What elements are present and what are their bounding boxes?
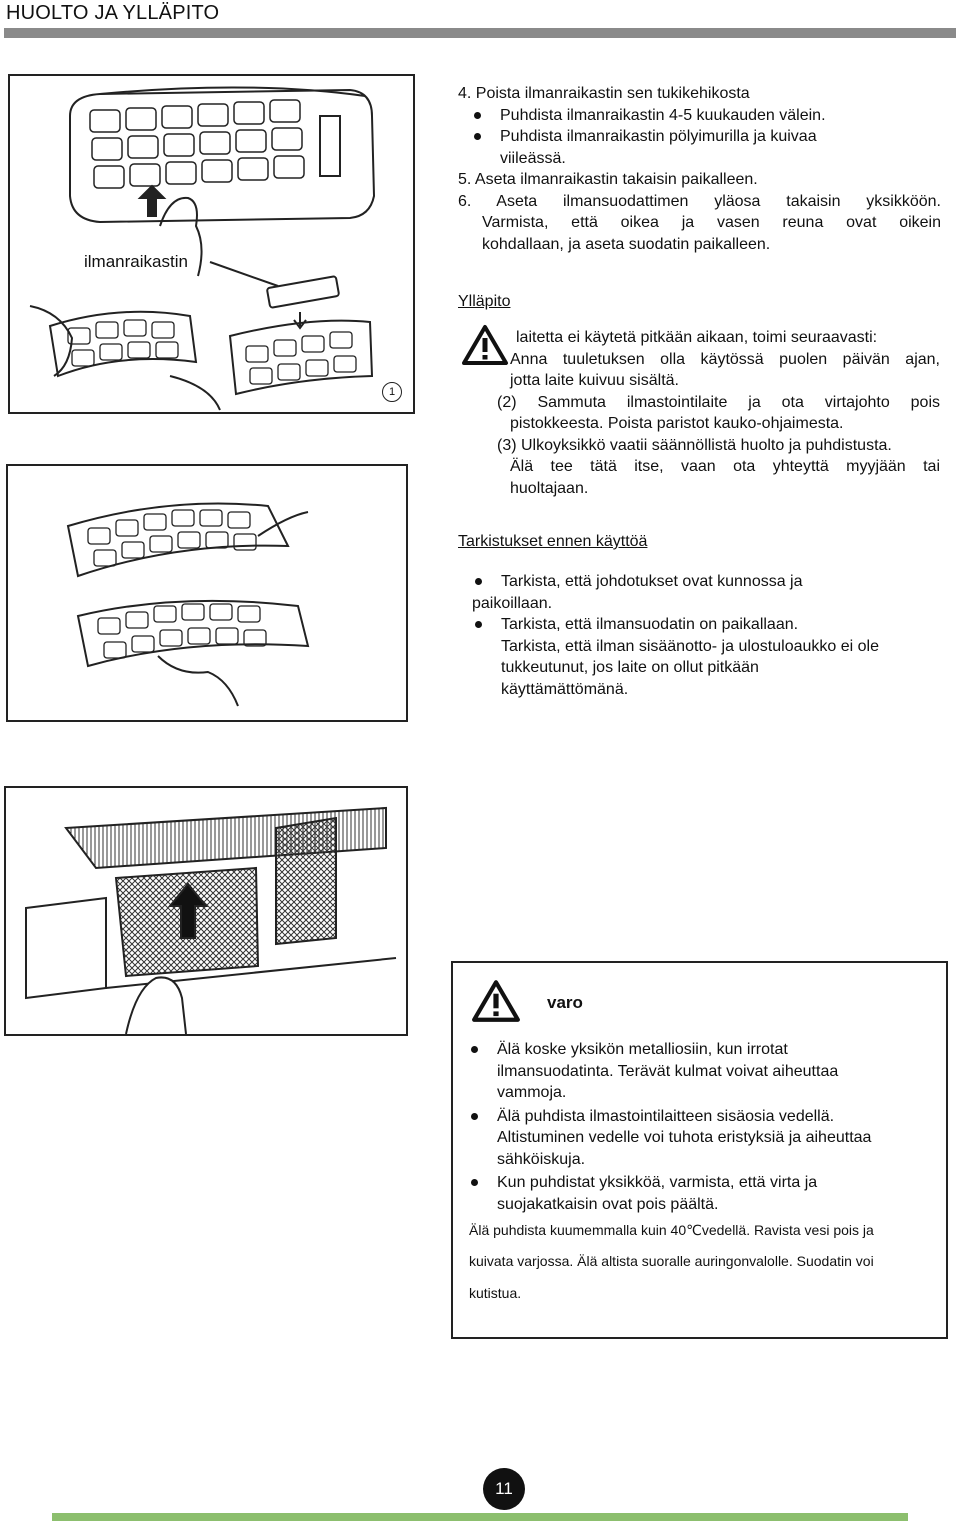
maintenance-line-8: huoltajaan. bbox=[510, 479, 589, 497]
figure-label: ilmanraikastin bbox=[84, 252, 188, 271]
header-divider bbox=[4, 28, 956, 38]
bullet bbox=[475, 621, 482, 628]
maintenance-line-4: (2) Sammuta ilmastointilaite ja ota virtajohto pois bbox=[497, 393, 940, 411]
step-6-cont-1: Varmista, että oikea ja vasen reuna ovat oikein bbox=[482, 214, 941, 231]
steps-section bbox=[458, 83, 941, 255]
bullet bbox=[471, 1046, 478, 1053]
step-5: 5. Aseta ilmanraikastin takaisin paikalleen. bbox=[458, 171, 758, 188]
maintenance-line-2: Anna tuuletuksen olla käytössä puolen päivän ajan, bbox=[510, 350, 940, 368]
check-1: Tarkista, että johdotukset ovat kunnossa ja bbox=[501, 573, 803, 590]
maintenance-text bbox=[497, 327, 940, 499]
bullet bbox=[475, 578, 482, 585]
step-4-bullet-2: Puhdista ilmanraikastin pölyimurilla ja kuivaa bbox=[500, 128, 817, 145]
step-4-bullet-1: Puhdista ilmanraikastin 4-5 kuukauden välein. bbox=[500, 106, 826, 124]
warning-3: Kun puhdistat yksikköä, varmista, että virta ja bbox=[497, 1174, 818, 1191]
warning-2-cont-1: Altistuminen vedelle voi tuhota eristyksiä ja aiheuttaa bbox=[497, 1129, 872, 1146]
warning-2-cont-2: sähköiskuja. bbox=[497, 1150, 586, 1168]
step-6: 6. Aseta ilmansuodattimen yläosa takaisin yksikköön. bbox=[458, 192, 941, 210]
warning-1-cont-1: ilmansuodatinta. Terävät kulmat voivat aiheuttaa bbox=[497, 1062, 839, 1080]
check-1-cont: paikoillaan. bbox=[472, 594, 553, 612]
page-number: 11 bbox=[483, 1468, 525, 1510]
step-4-bullet-2-cont: viileässä. bbox=[500, 149, 566, 167]
figure-air-freshener-removal bbox=[8, 74, 415, 414]
bullet bbox=[474, 112, 481, 119]
check-2-cont-2: tukkeutunut, jos laite on ollut pitkään bbox=[501, 659, 759, 676]
warning-1: Älä koske yksikön metalliosiin, kun irrotat bbox=[497, 1041, 788, 1058]
step-6-cont-2: kohdallaan, ja aseta suodatin paikalleen. bbox=[482, 235, 771, 253]
check-2: Tarkista, että ilmansuodatin on paikallaan. bbox=[501, 616, 799, 633]
step-4: 4. Poista ilmanraikastin sen tukikehikosta bbox=[458, 85, 750, 102]
page-title: HUOLTO JA YLLÄPITO bbox=[6, 2, 220, 24]
bullet bbox=[471, 1113, 478, 1120]
warning-3-cont: suojakatkaisin ovat pois päältä. bbox=[497, 1195, 719, 1213]
warning-box bbox=[451, 961, 948, 1339]
filter-insertion-illustration bbox=[6, 788, 406, 1034]
warning-triangle-icon bbox=[471, 979, 521, 1023]
warning-list bbox=[469, 1039, 939, 1215]
maintenance-line-5: pistokkeesta. Poista paristot kauko-ohjaimesta. bbox=[510, 415, 844, 432]
note-line-1: Älä puhdista kuumemmalla kuin 40℃vedellä. Ravista vesi pois ja bbox=[469, 1222, 874, 1238]
check-2-cont-3: käyttämättömänä. bbox=[501, 680, 629, 698]
warning-2: Älä puhdista ilmastointilaitteen sisäosia vedellä. bbox=[497, 1107, 835, 1125]
figure-number: 1 bbox=[382, 382, 402, 402]
maintenance-line-1: laitetta ei käytetä pitkään aikaan, toimi seuraavasti: bbox=[516, 329, 878, 346]
figure-filter-insertion bbox=[4, 786, 408, 1036]
warning-triangle-icon bbox=[461, 324, 509, 366]
footer-divider bbox=[52, 1513, 908, 1521]
checks-list bbox=[472, 571, 942, 700]
indoor-unit-illustration bbox=[10, 76, 413, 412]
maintenance-line-3: jotta laite kuivuu sisältä. bbox=[510, 372, 679, 389]
warning-title: varo bbox=[547, 993, 583, 1012]
maintenance-line-7: Älä tee tätä itse, vaan ota yhteyttä myyjään tai bbox=[510, 458, 940, 475]
figure-filter-cleaning bbox=[6, 464, 408, 722]
check-2-cont-1: Tarkista, että ilman sisäänotto- ja ulostuloaukko ei ole bbox=[501, 637, 879, 655]
note-line-3: kutistua. bbox=[469, 1285, 522, 1301]
filter-illustration bbox=[8, 466, 406, 720]
bullet bbox=[474, 133, 481, 140]
checks-heading: Tarkistukset ennen käyttöä bbox=[458, 533, 648, 550]
maintenance-heading: Ylläpito bbox=[458, 293, 511, 310]
note-line-2: kuivata varjossa. Älä altista suoralle auringonvalolle. Suodatin voi bbox=[469, 1253, 874, 1269]
maintenance-line-6: (3) Ulkoyksikkö vaatii säännöllistä huolto ja puhdistusta. bbox=[497, 436, 892, 454]
warning-1-cont-2: vammoja. bbox=[497, 1084, 567, 1101]
bullet bbox=[471, 1179, 478, 1186]
